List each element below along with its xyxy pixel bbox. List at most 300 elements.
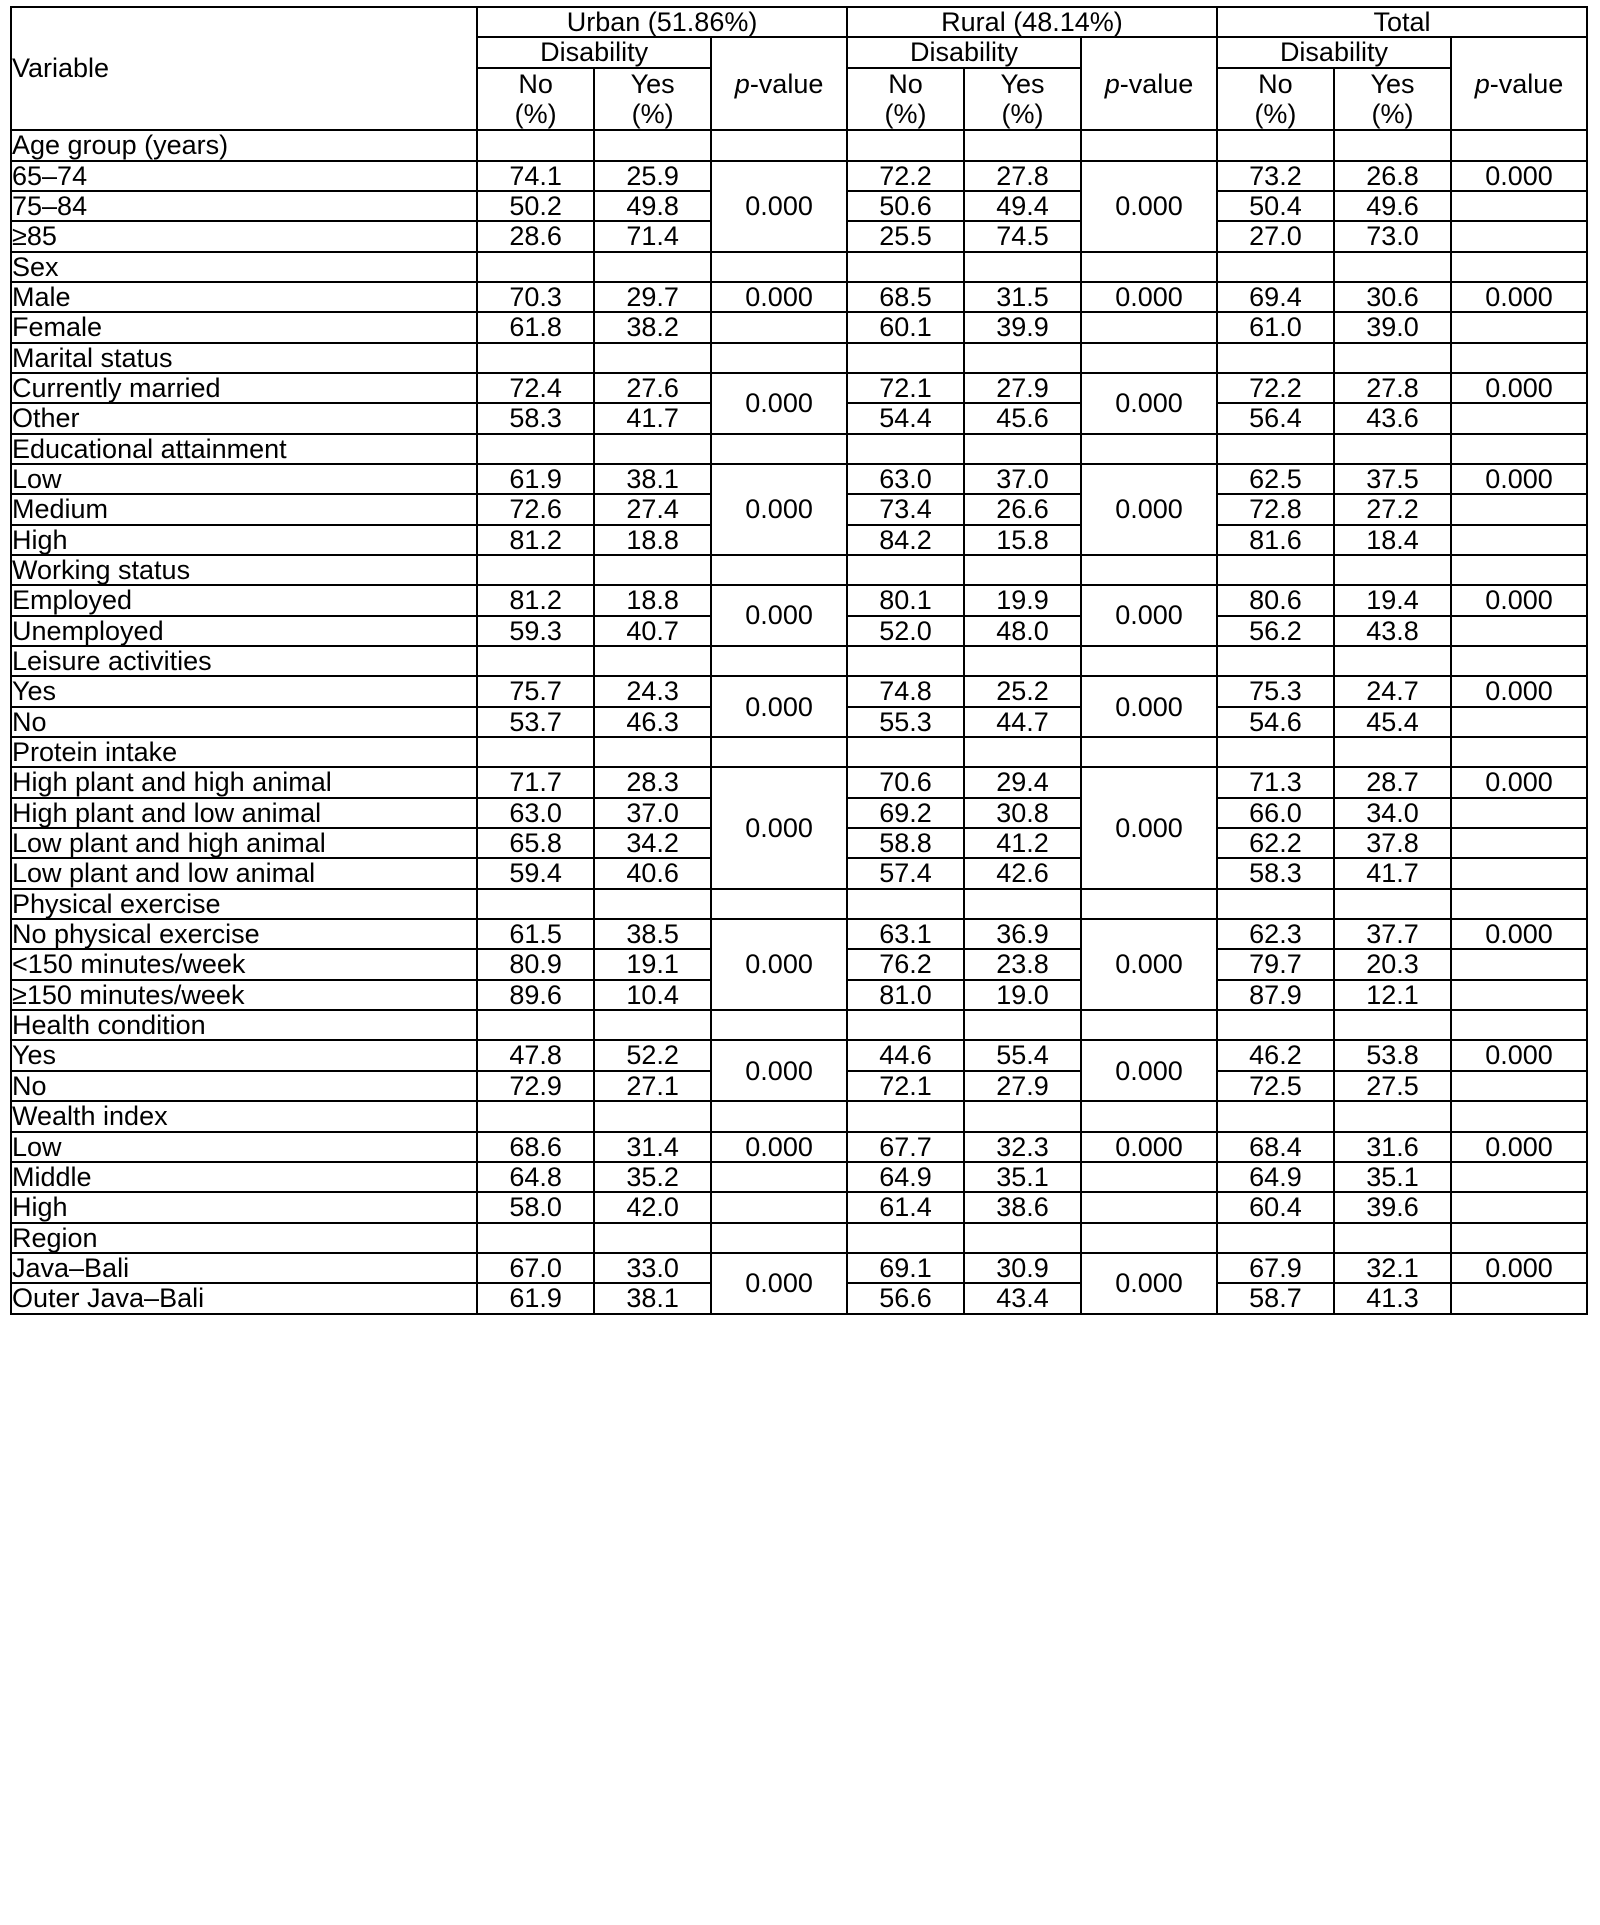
- row-label: Medium: [11, 494, 477, 524]
- row-label: Middle: [11, 1162, 477, 1192]
- rural-yes-value: 48.0: [964, 616, 1081, 646]
- rural-pvalue: 0.000: [1081, 919, 1217, 1010]
- empty-cell: [477, 737, 594, 767]
- rural-no-value: 55.3: [847, 707, 964, 737]
- total-no-value: 75.3: [1217, 676, 1334, 706]
- rural-no-value: 72.2: [847, 161, 964, 191]
- section-name: Marital status: [11, 343, 477, 373]
- urban-yes-value: 71.4: [594, 221, 711, 251]
- empty-cell: [711, 130, 847, 160]
- urban-pvalue: 0.000: [711, 585, 847, 646]
- empty-cell: [1451, 312, 1587, 342]
- total-pvalue: 0.000: [1451, 919, 1587, 949]
- total-no-value: 80.6: [1217, 585, 1334, 615]
- table-row: [11, 1162, 1587, 1192]
- header-yes-line1: Yes: [1000, 68, 1045, 99]
- total-yes-value: 41.3: [1334, 1283, 1451, 1313]
- header-yes-line2: (%): [1371, 98, 1414, 129]
- empty-cell: [1217, 130, 1334, 160]
- empty-cell: [594, 130, 711, 160]
- empty-cell: [1334, 737, 1451, 767]
- section-heading-row: [11, 1101, 1587, 1131]
- total-yes-value: 39.6: [1334, 1192, 1451, 1222]
- empty-cell: [1451, 798, 1587, 828]
- pvalue-suffix: -value: [1119, 68, 1194, 99]
- total-yes-value: 34.0: [1334, 798, 1451, 828]
- urban-no-value: 59.3: [477, 616, 594, 646]
- table-row: [11, 373, 1587, 403]
- empty-cell: [1451, 1010, 1587, 1040]
- total-yes-value: 20.3: [1334, 949, 1451, 979]
- total-no-value: 72.8: [1217, 494, 1334, 524]
- rural-yes-value: 19.9: [964, 585, 1081, 615]
- empty-cell: [711, 343, 847, 373]
- urban-no-value: 65.8: [477, 828, 594, 858]
- empty-cell: [594, 1223, 711, 1253]
- header-rural-no: [847, 68, 964, 130]
- total-no-value: 87.9: [1217, 980, 1334, 1010]
- urban-no-value: 59.4: [477, 858, 594, 888]
- rural-no-value: 81.0: [847, 980, 964, 1010]
- total-pvalue: 0.000: [1451, 464, 1587, 494]
- urban-pvalue: 0.000: [711, 1040, 847, 1101]
- header-disability-urban: Disability: [477, 37, 711, 67]
- empty-cell: [964, 252, 1081, 282]
- empty-cell: [1081, 343, 1217, 373]
- empty-cell: [1451, 737, 1587, 767]
- rural-yes-value: 55.4: [964, 1040, 1081, 1070]
- section-heading-row: [11, 1010, 1587, 1040]
- urban-yes-value: 18.8: [594, 585, 711, 615]
- total-no-value: 62.5: [1217, 464, 1334, 494]
- urban-no-value: 89.6: [477, 980, 594, 1010]
- total-yes-value: 53.8: [1334, 1040, 1451, 1070]
- table-row: [11, 767, 1587, 797]
- empty-cell: [477, 130, 594, 160]
- empty-cell: [1451, 980, 1587, 1010]
- pvalue-italic-p: p: [1104, 68, 1120, 99]
- total-no-value: 58.3: [1217, 858, 1334, 888]
- row-label: No physical exercise: [11, 919, 477, 949]
- urban-yes-value: 49.8: [594, 191, 711, 221]
- urban-yes-value: 27.1: [594, 1071, 711, 1101]
- empty-cell: [847, 1101, 964, 1131]
- total-no-value: 79.7: [1217, 949, 1334, 979]
- header-row-groups: [11, 7, 1587, 37]
- rural-yes-value: 39.9: [964, 312, 1081, 342]
- empty-cell: [1334, 1223, 1451, 1253]
- empty-cell: [1217, 1223, 1334, 1253]
- row-label: 65–74: [11, 161, 477, 191]
- urban-pvalue: 0.000: [711, 1132, 847, 1162]
- total-yes-value: 39.0: [1334, 312, 1451, 342]
- rural-yes-value: 35.1: [964, 1162, 1081, 1192]
- section-heading-row: [11, 434, 1587, 464]
- empty-cell: [1081, 1192, 1217, 1222]
- urban-yes-value: 38.2: [594, 312, 711, 342]
- total-no-value: 69.4: [1217, 282, 1334, 312]
- rural-pvalue: 0.000: [1081, 676, 1217, 737]
- empty-cell: [847, 343, 964, 373]
- section-heading-row: [11, 252, 1587, 282]
- empty-cell: [1451, 130, 1587, 160]
- header-pvalue-urban: [711, 37, 847, 130]
- urban-pvalue: 0.000: [711, 767, 847, 888]
- empty-cell: [477, 646, 594, 676]
- rural-yes-value: 30.8: [964, 798, 1081, 828]
- section-heading-row: [11, 646, 1587, 676]
- empty-cell: [594, 646, 711, 676]
- empty-cell: [1081, 312, 1217, 342]
- rural-yes-value: 27.8: [964, 161, 1081, 191]
- total-yes-value: 19.4: [1334, 585, 1451, 615]
- rural-yes-value: 44.7: [964, 707, 1081, 737]
- total-pvalue: 0.000: [1451, 676, 1587, 706]
- empty-cell: [964, 555, 1081, 585]
- urban-pvalue: 0.000: [711, 919, 847, 1010]
- rural-no-value: 76.2: [847, 949, 964, 979]
- urban-yes-value: 18.8: [594, 525, 711, 555]
- pvalue-italic-p: p: [1474, 68, 1490, 99]
- rural-yes-value: 32.3: [964, 1132, 1081, 1162]
- table-row: [11, 312, 1587, 342]
- table-row: [11, 1132, 1587, 1162]
- urban-no-value: 61.8: [477, 312, 594, 342]
- total-pvalue: 0.000: [1451, 1253, 1587, 1283]
- section-heading-row: [11, 343, 1587, 373]
- rural-yes-value: 25.2: [964, 676, 1081, 706]
- empty-cell: [477, 1010, 594, 1040]
- urban-no-value: 61.9: [477, 1283, 594, 1313]
- empty-cell: [711, 889, 847, 919]
- rural-yes-value: 27.9: [964, 1071, 1081, 1101]
- rural-yes-value: 45.6: [964, 403, 1081, 433]
- empty-cell: [1451, 1192, 1587, 1222]
- total-no-value: 56.4: [1217, 403, 1334, 433]
- rural-no-value: 69.1: [847, 1253, 964, 1283]
- urban-no-value: 68.6: [477, 1132, 594, 1162]
- rural-no-value: 72.1: [847, 373, 964, 403]
- section-name: Leisure activities: [11, 646, 477, 676]
- empty-cell: [1451, 1071, 1587, 1101]
- urban-pvalue: 0.000: [711, 1253, 847, 1314]
- urban-no-value: 47.8: [477, 1040, 594, 1070]
- empty-cell: [711, 1101, 847, 1131]
- pvalue-italic-p: p: [734, 68, 750, 99]
- empty-cell: [1081, 130, 1217, 160]
- disability-prevalence-table: [10, 6, 1588, 1315]
- empty-cell: [1451, 1223, 1587, 1253]
- total-yes-value: 73.0: [1334, 221, 1451, 251]
- empty-cell: [477, 1223, 594, 1253]
- urban-yes-value: 42.0: [594, 1192, 711, 1222]
- empty-cell: [1451, 646, 1587, 676]
- total-yes-value: 45.4: [1334, 707, 1451, 737]
- urban-no-value: 63.0: [477, 798, 594, 828]
- pvalue-suffix: -value: [749, 68, 824, 99]
- empty-cell: [1334, 646, 1451, 676]
- rural-pvalue: 0.000: [1081, 282, 1217, 312]
- total-yes-value: 49.6: [1334, 191, 1451, 221]
- empty-cell: [1081, 1162, 1217, 1192]
- urban-yes-value: 34.2: [594, 828, 711, 858]
- rural-no-value: 25.5: [847, 221, 964, 251]
- empty-cell: [1081, 889, 1217, 919]
- empty-cell: [1081, 646, 1217, 676]
- total-no-value: 71.3: [1217, 767, 1334, 797]
- section-heading-row: [11, 130, 1587, 160]
- rural-no-value: 80.1: [847, 585, 964, 615]
- table-row: [11, 161, 1587, 191]
- header-urban-yes: [594, 68, 711, 130]
- total-no-value: 67.9: [1217, 1253, 1334, 1283]
- empty-cell: [594, 252, 711, 282]
- table-row: [11, 919, 1587, 949]
- urban-no-value: 72.9: [477, 1071, 594, 1101]
- total-no-value: 73.2: [1217, 161, 1334, 191]
- empty-cell: [847, 737, 964, 767]
- total-pvalue: 0.000: [1451, 161, 1587, 191]
- section-heading-row: [11, 555, 1587, 585]
- row-label: Low: [11, 464, 477, 494]
- rural-yes-value: 49.4: [964, 191, 1081, 221]
- urban-pvalue: 0.000: [711, 676, 847, 737]
- urban-yes-value: 29.7: [594, 282, 711, 312]
- row-label: Yes: [11, 1040, 477, 1070]
- total-yes-value: 30.6: [1334, 282, 1451, 312]
- urban-yes-value: 33.0: [594, 1253, 711, 1283]
- header-pvalue-rural: [1081, 37, 1217, 130]
- empty-cell: [1451, 525, 1587, 555]
- rural-no-value: 63.1: [847, 919, 964, 949]
- rural-yes-value: 38.6: [964, 1192, 1081, 1222]
- total-no-value: 72.2: [1217, 373, 1334, 403]
- urban-yes-value: 38.1: [594, 1283, 711, 1313]
- empty-cell: [711, 1223, 847, 1253]
- row-label: 75–84: [11, 191, 477, 221]
- empty-cell: [964, 1223, 1081, 1253]
- empty-cell: [1217, 434, 1334, 464]
- urban-no-value: 61.5: [477, 919, 594, 949]
- empty-cell: [964, 1010, 1081, 1040]
- table-row: [11, 585, 1587, 615]
- empty-cell: [1451, 707, 1587, 737]
- urban-no-value: 81.2: [477, 525, 594, 555]
- row-label: Currently married: [11, 373, 477, 403]
- urban-pvalue: 0.000: [711, 282, 847, 312]
- empty-cell: [594, 1101, 711, 1131]
- empty-cell: [1081, 1010, 1217, 1040]
- total-pvalue: 0.000: [1451, 282, 1587, 312]
- header-no-line2: (%): [884, 98, 927, 129]
- row-label: No: [11, 707, 477, 737]
- row-label: <150 minutes/week: [11, 949, 477, 979]
- rural-pvalue: 0.000: [1081, 373, 1217, 434]
- table-header: [11, 7, 1587, 130]
- empty-cell: [847, 252, 964, 282]
- empty-cell: [1334, 130, 1451, 160]
- total-no-value: 62.3: [1217, 919, 1334, 949]
- empty-cell: [477, 252, 594, 282]
- header-rural-yes: [964, 68, 1081, 130]
- header-total-yes: [1334, 68, 1451, 130]
- section-name: Working status: [11, 555, 477, 585]
- table-row: [11, 282, 1587, 312]
- urban-yes-value: 28.3: [594, 767, 711, 797]
- total-no-value: 54.6: [1217, 707, 1334, 737]
- urban-yes-value: 35.2: [594, 1162, 711, 1192]
- total-yes-value: 37.8: [1334, 828, 1451, 858]
- total-yes-value: 27.2: [1334, 494, 1451, 524]
- empty-cell: [1217, 343, 1334, 373]
- urban-yes-value: 27.4: [594, 494, 711, 524]
- header-disability-rural: Disability: [847, 37, 1081, 67]
- table-row: [11, 676, 1587, 706]
- empty-cell: [1217, 252, 1334, 282]
- header-pvalue-total: [1451, 37, 1587, 130]
- empty-cell: [1334, 343, 1451, 373]
- empty-cell: [477, 889, 594, 919]
- rural-no-value: 44.6: [847, 1040, 964, 1070]
- total-no-value: 46.2: [1217, 1040, 1334, 1070]
- total-yes-value: 28.7: [1334, 767, 1451, 797]
- empty-cell: [1334, 252, 1451, 282]
- empty-cell: [477, 1101, 594, 1131]
- empty-cell: [1217, 646, 1334, 676]
- total-yes-value: 12.1: [1334, 980, 1451, 1010]
- empty-cell: [964, 434, 1081, 464]
- section-name: Sex: [11, 252, 477, 282]
- empty-cell: [1081, 1101, 1217, 1131]
- rural-yes-value: 23.8: [964, 949, 1081, 979]
- rural-no-value: 64.9: [847, 1162, 964, 1192]
- rural-yes-value: 29.4: [964, 767, 1081, 797]
- header-yes-line1: Yes: [1370, 68, 1415, 99]
- urban-yes-value: 38.1: [594, 464, 711, 494]
- rural-yes-value: 42.6: [964, 858, 1081, 888]
- urban-yes-value: 19.1: [594, 949, 711, 979]
- total-no-value: 56.2: [1217, 616, 1334, 646]
- section-name: Physical exercise: [11, 889, 477, 919]
- table-row: [11, 1192, 1587, 1222]
- empty-cell: [1334, 1010, 1451, 1040]
- total-pvalue: 0.000: [1451, 373, 1587, 403]
- empty-cell: [847, 555, 964, 585]
- header-disability-total: Disability: [1217, 37, 1451, 67]
- rural-no-value: 61.4: [847, 1192, 964, 1222]
- header-no-line1: No: [518, 68, 553, 99]
- urban-pvalue: 0.000: [711, 373, 847, 434]
- empty-cell: [1081, 555, 1217, 585]
- rural-yes-value: 74.5: [964, 221, 1081, 251]
- total-no-value: 72.5: [1217, 1071, 1334, 1101]
- empty-cell: [711, 1192, 847, 1222]
- rural-yes-value: 19.0: [964, 980, 1081, 1010]
- empty-cell: [847, 130, 964, 160]
- urban-no-value: 74.1: [477, 161, 594, 191]
- urban-yes-value: 31.4: [594, 1132, 711, 1162]
- urban-no-value: 61.9: [477, 464, 594, 494]
- total-pvalue: 0.000: [1451, 1040, 1587, 1070]
- rural-no-value: 57.4: [847, 858, 964, 888]
- urban-no-value: 70.3: [477, 282, 594, 312]
- empty-cell: [1451, 403, 1587, 433]
- total-no-value: 61.0: [1217, 312, 1334, 342]
- row-label: Employed: [11, 585, 477, 615]
- total-yes-value: 43.8: [1334, 616, 1451, 646]
- row-label: Female: [11, 312, 477, 342]
- section-name: Age group (years): [11, 130, 477, 160]
- row-label: ≥85: [11, 221, 477, 251]
- empty-cell: [1451, 616, 1587, 646]
- total-yes-value: 37.5: [1334, 464, 1451, 494]
- header-group-rural: Rural (48.14%): [847, 7, 1217, 37]
- row-label: High: [11, 525, 477, 555]
- urban-pvalue: 0.000: [711, 161, 847, 252]
- empty-cell: [477, 555, 594, 585]
- table-row: [11, 1253, 1587, 1283]
- rural-no-value: 50.6: [847, 191, 964, 221]
- empty-cell: [711, 737, 847, 767]
- rural-yes-value: 31.5: [964, 282, 1081, 312]
- urban-yes-value: 40.6: [594, 858, 711, 888]
- empty-cell: [711, 252, 847, 282]
- empty-cell: [1217, 1010, 1334, 1040]
- row-label: Low plant and low animal: [11, 858, 477, 888]
- empty-cell: [1451, 555, 1587, 585]
- empty-cell: [964, 737, 1081, 767]
- rural-no-value: 60.1: [847, 312, 964, 342]
- urban-no-value: 71.7: [477, 767, 594, 797]
- total-no-value: 64.9: [1217, 1162, 1334, 1192]
- empty-cell: [711, 434, 847, 464]
- total-yes-value: 37.7: [1334, 919, 1451, 949]
- rural-yes-value: 30.9: [964, 1253, 1081, 1283]
- urban-no-value: 53.7: [477, 707, 594, 737]
- rural-no-value: 58.8: [847, 828, 964, 858]
- empty-cell: [1451, 434, 1587, 464]
- empty-cell: [1334, 1101, 1451, 1131]
- rural-no-value: 67.7: [847, 1132, 964, 1162]
- section-heading-row: [11, 737, 1587, 767]
- empty-cell: [1451, 858, 1587, 888]
- section-name: Region: [11, 1223, 477, 1253]
- urban-yes-value: 10.4: [594, 980, 711, 1010]
- empty-cell: [1217, 555, 1334, 585]
- row-label: Java–Bali: [11, 1253, 477, 1283]
- empty-cell: [594, 434, 711, 464]
- empty-cell: [477, 343, 594, 373]
- empty-cell: [1217, 1101, 1334, 1131]
- rural-yes-value: 41.2: [964, 828, 1081, 858]
- total-yes-value: 24.7: [1334, 676, 1451, 706]
- urban-yes-value: 52.2: [594, 1040, 711, 1070]
- rural-no-value: 84.2: [847, 525, 964, 555]
- empty-cell: [1081, 252, 1217, 282]
- urban-no-value: 58.0: [477, 1192, 594, 1222]
- header-urban-no: [477, 68, 594, 130]
- empty-cell: [594, 343, 711, 373]
- urban-no-value: 72.4: [477, 373, 594, 403]
- total-yes-value: 43.6: [1334, 403, 1451, 433]
- row-label: Yes: [11, 676, 477, 706]
- row-label: Other: [11, 403, 477, 433]
- row-label: High plant and low animal: [11, 798, 477, 828]
- empty-cell: [1334, 434, 1451, 464]
- table-row: [11, 464, 1587, 494]
- urban-yes-value: 38.5: [594, 919, 711, 949]
- empty-cell: [1451, 828, 1587, 858]
